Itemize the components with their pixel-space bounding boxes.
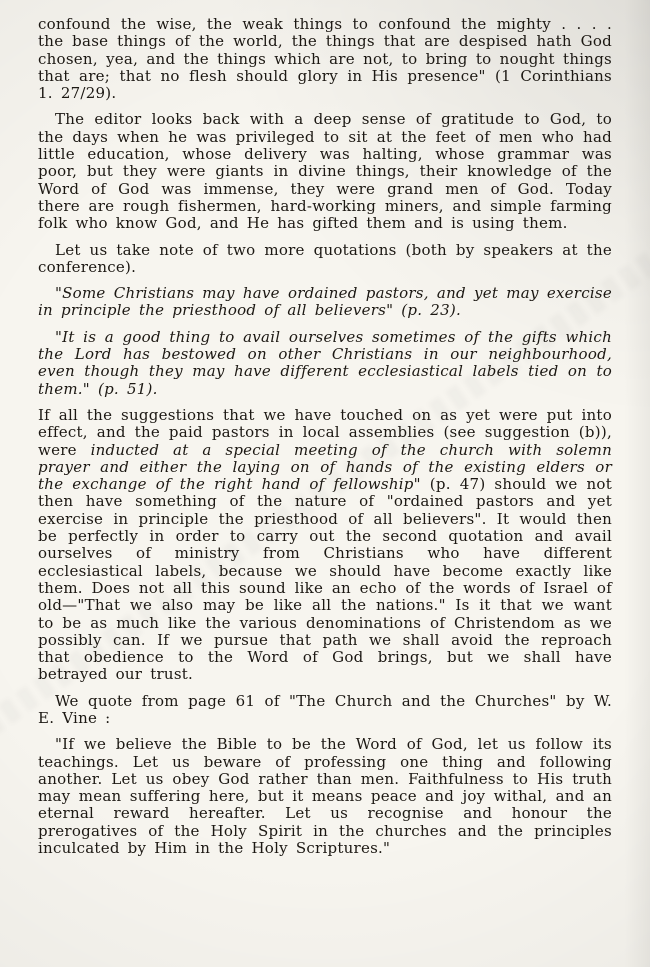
- paragraph: [38, 736, 612, 857]
- paragraph: [38, 285, 612, 320]
- text-run: Let us take note of two more quotations (both by speakers at the conference).: [38, 240, 612, 276]
- paragraph: [38, 329, 612, 398]
- paragraph: [38, 407, 612, 684]
- paragraph: [38, 111, 612, 232]
- text-run: The editor looks back with a deep sense of gratitude to God, to the days when he was privileged to sit at the feet of men who had little education, whose delivery was halting, whose grammar was poor, but they were giants in divine things, their knowledge of the Word of God was immense, they were grand men of God. Today there are rough fishermen, hard-working miners, and simple farming folk who know God, and He has gifted them and is using them.: [38, 110, 612, 233]
- text-run: "It is a good thing to avail ourselves sometimes of the gifts which the Lord has bestowed on other Christians in our neighbourhood, even though they may have different ecclesiastical labels tied on to them." (p. 51).: [38, 327, 612, 398]
- paragraph: [38, 16, 612, 102]
- text-run: "Some Christians may have ordained pastors, and yet may exercise in principle the priesthood of all believers" (p. 23).: [38, 284, 612, 320]
- text-run: "If we believe the Bible to be the Word of God, let us follow its teachings. Let us beware of professing one thing and following another. Let us obey God rather than men. Faithfulness to His truth may mean suffering here, but it means peace and joy withal, and an eternal reward hereafter. Let us recognise and honour the prerogatives of the Holy Spirit in the churches and the principles inculcated by Him in the Holy Scriptures.": [38, 735, 612, 858]
- text-run: " (p. 47) should we not then have something of the nature of "ordained pastors and yet exercise in principle the priesthood of all believers". It would then be perfectly in order to carry out the second quotation and avail ourselves of ministry from Christians who have different ecclesiastical labels, because we should have become exactly like them. Does not all this sound like an echo of the words of Israel of old—"That we also may be like all the nations." Is it that we want to be as much like the various denominations of Christendom as we possibly can. If we pursue that path we shall avoid the reproach that obedience to the Word of God brings, but we shall have betrayed our trust.: [38, 475, 612, 684]
- text-run: confound the wise, the weak things to confound the mighty . . . . the base things of the world, the things that are despised hath God chosen, yea, and the things which are not, to bring to nought things that are; that no flesh should glory in His presence" (1 Corinthians 1. 27/29).: [38, 15, 612, 103]
- page-text: [38, 16, 612, 857]
- text-run: If all the suggestions that we have touched on as yet were put into effect, and the paid pastors in local assemblies (see suggestion (b)), were: [38, 405, 612, 459]
- text-run: inducted at a special meeting of the church with solemn prayer and either the laying on of hands of the existing elders or the exchange of the right hand of fellowship: [38, 440, 612, 494]
- paragraph: [38, 693, 612, 728]
- text-run: We quote from page 61 of "The Church and the Churches" by W. E. Vine :: [38, 691, 612, 727]
- paragraph: [38, 242, 612, 277]
